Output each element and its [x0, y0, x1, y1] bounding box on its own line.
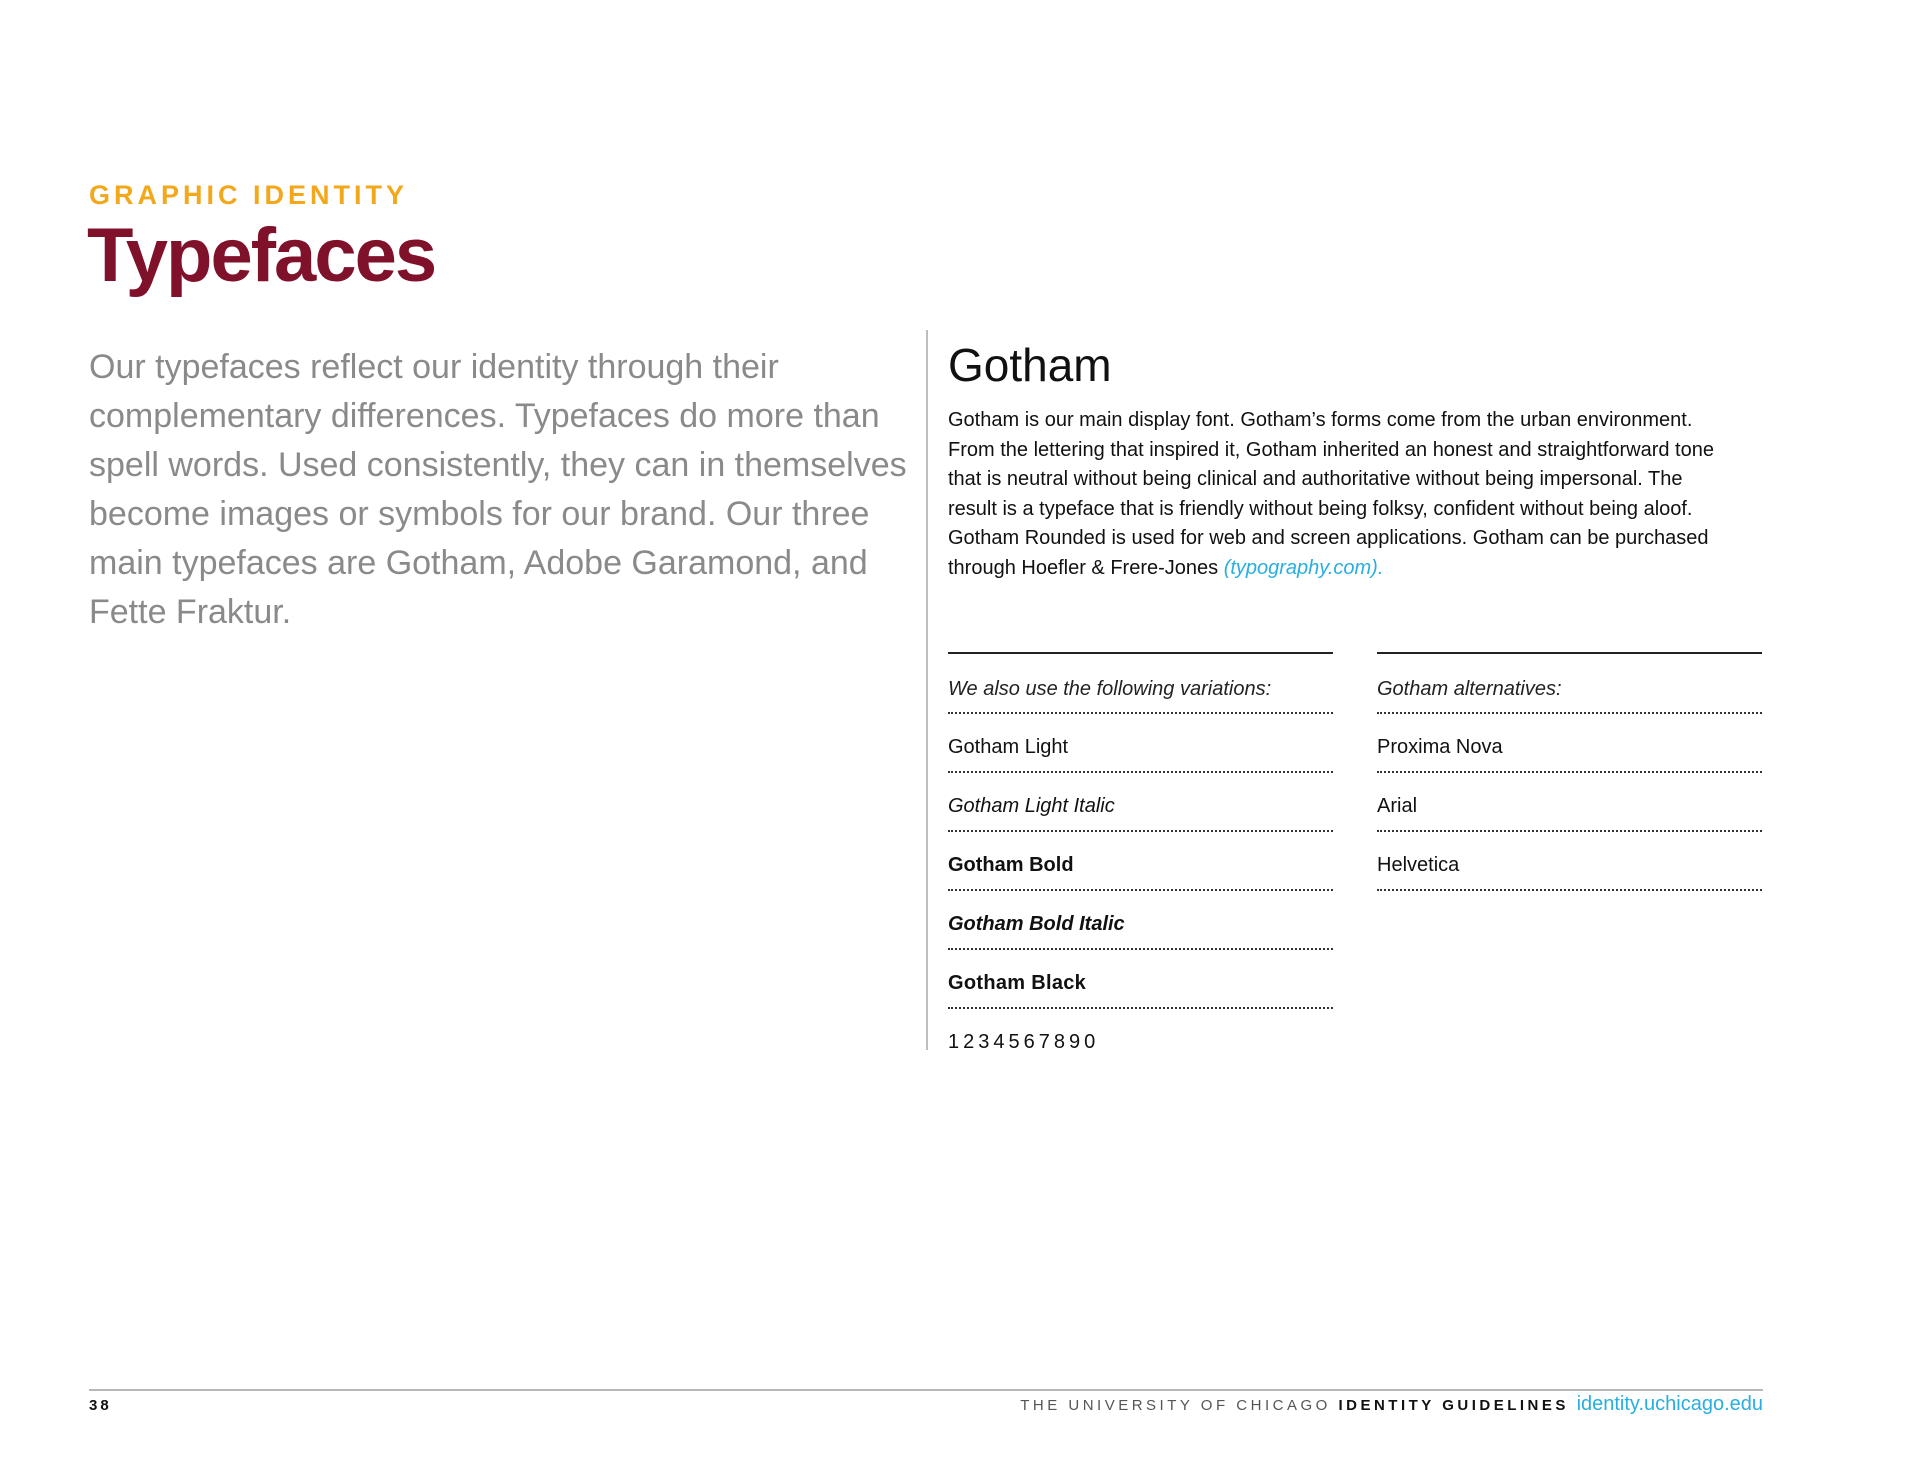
gotham-heading: Gotham — [948, 339, 1112, 391]
intro-paragraph: Our typefaces reflect our identity through their complementary differences. Typefaces do more than spell words. Used consistently, they can in themselves become images or symbols for our brand. Our three main typefaces are Gotham, Adobe Garamond, and Fette Fraktur. — [89, 348, 907, 631]
variations-heading: We also use the following variations: — [948, 654, 1333, 714]
footer-rule — [89, 1389, 1763, 1391]
alternatives-list — [1377, 652, 1762, 891]
page-title: Typefaces — [87, 213, 436, 298]
variation-item-gotham-light: Gotham Light — [948, 714, 1333, 773]
footer-guidelines: IDENTITY GUIDELINES — [1338, 1397, 1569, 1414]
gotham-description — [948, 406, 1728, 583]
alternative-item-proxima-nova: Proxima Nova — [1377, 714, 1762, 773]
footer-credit — [1020, 1393, 1763, 1416]
gotham-description-text: Gotham is our main display font. Gotham’s forms come from the urban environment. From the lettering that inspired it, Gotham inherited an honest and straightforward tone that is neutral without being clinical and authoritative without being impersonal. The result is a typeface that is friendly without being folksy, confident without being aloof. Gotham Rounded is used for web and screen applications. Gotham can be purchased through Hoefler & Frere-Jones — [948, 409, 1714, 579]
variation-item-gotham-light-italic: Gotham Light Italic — [948, 773, 1333, 832]
variation-item-gotham-bold: Gotham Bold — [948, 832, 1333, 891]
numerals-sample: 1234567890 — [948, 1031, 1100, 1053]
footer-university: THE UNIVERSITY OF CHICAGO — [1020, 1397, 1331, 1414]
typography-link[interactable]: (typography.com). — [1223, 556, 1384, 579]
variations-list — [948, 652, 1333, 1066]
alternative-item-helvetica: Helvetica — [1377, 832, 1762, 891]
alternative-item-arial: Arial — [1377, 773, 1762, 832]
variation-item-gotham-bold-italic: Gotham Bold Italic — [948, 891, 1333, 950]
column-divider — [926, 330, 928, 1050]
footer-site-link[interactable]: identity.uchicago.edu — [1576, 1393, 1763, 1415]
variation-item-gotham-black: Gotham Black — [948, 950, 1333, 1009]
page-number: 38 — [89, 1397, 112, 1414]
alternatives-heading: Gotham alternatives: — [1377, 654, 1762, 714]
section-eyebrow: GRAPHIC IDENTITY — [89, 180, 409, 210]
